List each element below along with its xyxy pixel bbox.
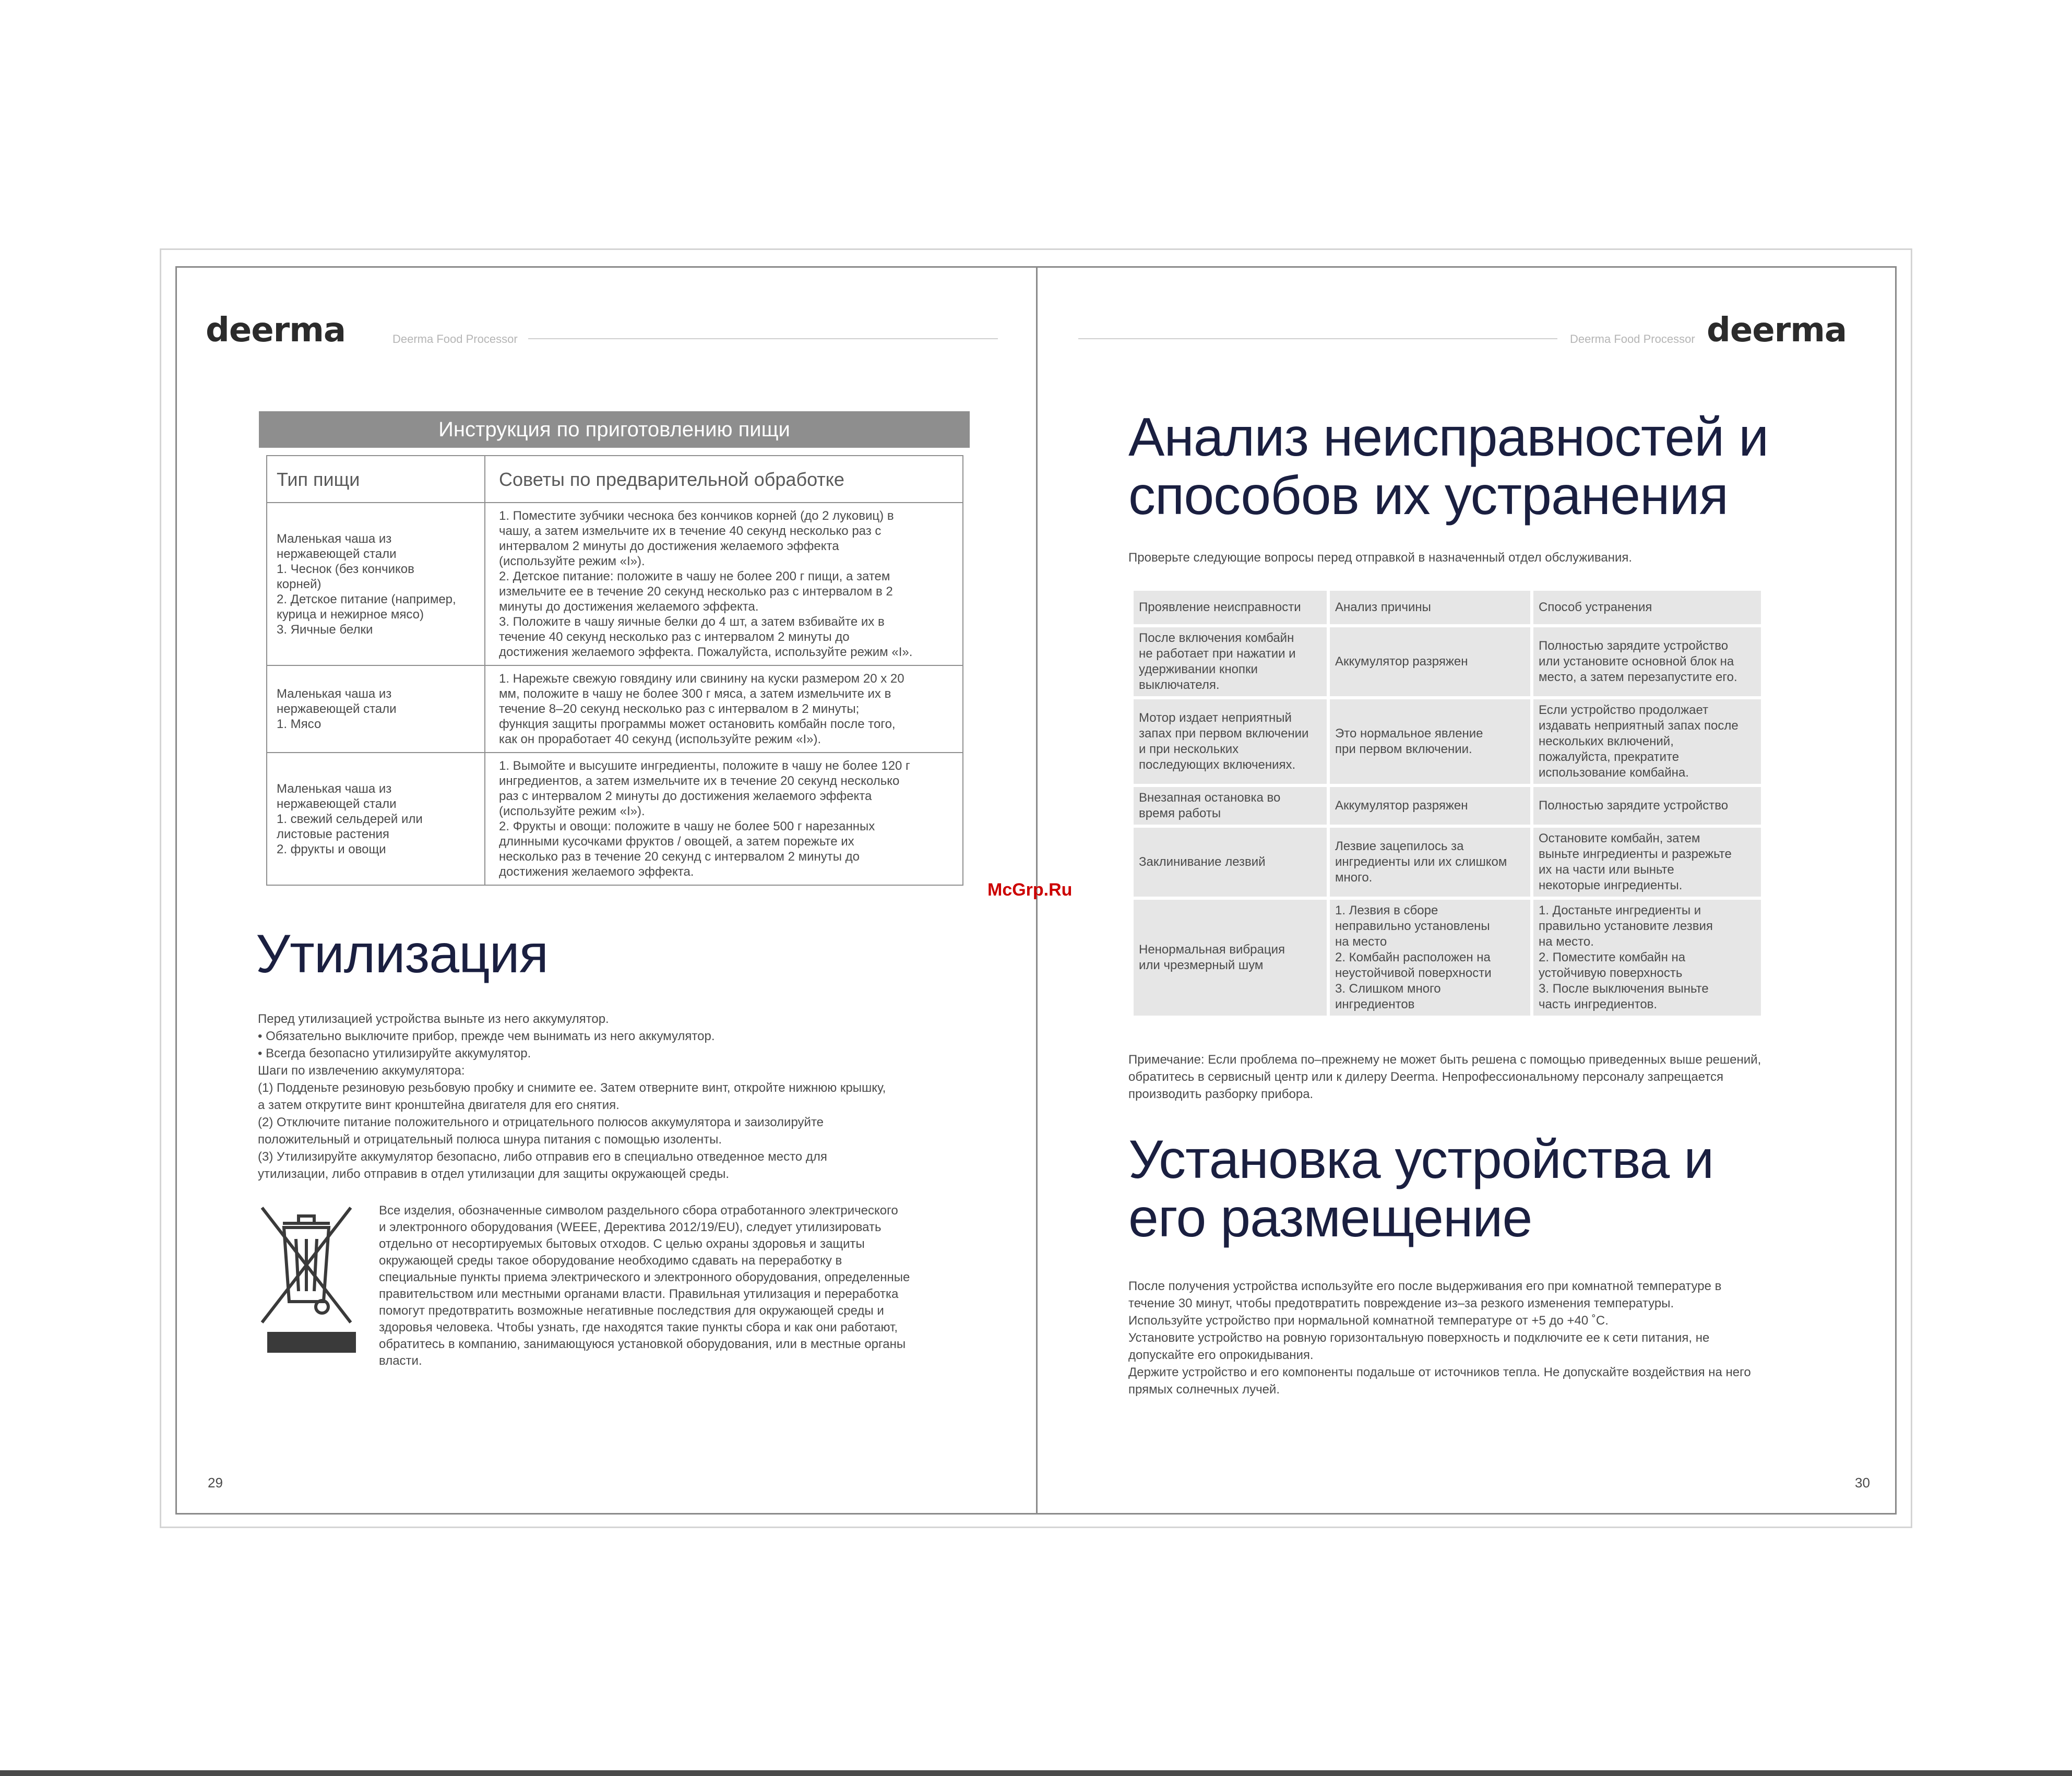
trouble-cause-line: 1. Лезвия в сборе — [1335, 903, 1438, 917]
food-type-cell — [267, 753, 485, 885]
disposal-line: утилизации, либо отправив в отдел утилизации для защиты окружающей среды. — [258, 1167, 730, 1181]
food-tip-line: 2. Фрукты и овощи: положите в чашу не более 500 г нарезанных — [499, 819, 875, 833]
food-tip-cell — [485, 665, 963, 753]
trouble-cause-line: при первом включении. — [1335, 742, 1472, 756]
food-tip-line: 1. Поместите зубчики чеснока без кончиков корней (до 2 луковиц) в — [499, 509, 894, 523]
food-tip-cell — [485, 503, 963, 665]
food-tip-line: достижения желаемого эффекта. Пожалуйста, используйте режим «I». — [499, 645, 913, 659]
weee-line: здоровья человека. Чтобы узнать, где находятся такие пункты сбора и как они работают, — [379, 1320, 898, 1334]
trouble-problem-cell — [1134, 828, 1327, 897]
trouble-solution-line: выньте ингредиенты и разрежьте — [1539, 847, 1732, 861]
food-type-line: 1. Мясо — [277, 717, 321, 731]
food-table-header-tips: Советы по предварительной обработке — [485, 456, 963, 503]
trouble-cause-line: ингредиентов — [1335, 997, 1415, 1011]
food-tip-line: (используйте режим «I»). — [499, 804, 645, 818]
trouble-problem-line: время работы — [1139, 806, 1221, 820]
food-type-line: листовые растения — [277, 827, 389, 841]
installation-title-line: Установка устройства и — [1128, 1129, 1714, 1190]
food-tip-line: минуты до достижения желаемого эффекта. — [499, 600, 759, 614]
food-tip-line: интервалом 2 минуты до достижения желаемого эффекта — [499, 539, 839, 553]
installation-line: Держите устройство и его компоненты подальше от источников тепла. Не допускайте воздействия на него — [1128, 1365, 1751, 1379]
weee-symbol — [257, 1202, 356, 1359]
disposal-line: положительный и отрицательный полюса шнура питания с помощью изоленты. — [258, 1133, 722, 1147]
trouble-problem-line: и при нескольких — [1139, 742, 1239, 756]
trouble-solution-line: 1. Достаньте ингредиенты и — [1539, 903, 1701, 917]
weee-line: помогут предотвратить возможные негативные последствия для окружающей среды и — [379, 1304, 884, 1318]
food-table-row — [267, 665, 963, 753]
food-tip-line: (используйте режим «I»). — [499, 554, 645, 568]
weee-text — [379, 1202, 969, 1369]
trouble-solution-cell — [1533, 900, 1761, 1016]
food-type-line: 1. Чеснок (без кончиков — [277, 562, 414, 576]
trouble-note-line: обратитесь в сервисный центр или к дилеру Deerma. Непрофессиональному персоналу запрещается — [1128, 1070, 1724, 1084]
installation-line: После получения устройства используйте его после выдерживания его при комнатной температуре в — [1128, 1279, 1722, 1293]
trouble-problem-cell — [1134, 900, 1327, 1016]
trouble-title-line: способов их устранения — [1128, 466, 1728, 526]
food-tip-line: измельчите ее в течение 20 секунд несколько раз с интервалом в 2 — [499, 585, 893, 599]
weee-line: окружающей среды такое оборудование необходимо сдавать на переработку в — [379, 1254, 842, 1268]
installation-title-line: его размещение — [1128, 1188, 1532, 1248]
trouble-solution-line: пожалуйста, прекратите — [1539, 750, 1680, 764]
trouble-solution-line: Полностью зарядите устройство — [1539, 639, 1729, 653]
disposal-line: • Обязательно выключите прибор, прежде чем вынимать из него аккумулятор. — [258, 1029, 715, 1043]
trouble-solution-line: издавать неприятный запах после — [1539, 719, 1738, 733]
food-type-line: 3. Яичные белки — [277, 622, 373, 637]
trouble-solution-cell — [1533, 828, 1761, 897]
food-type-line: Маленькая чаша из — [277, 781, 392, 796]
installation-line: течение 30 минут, чтобы предотвратить повреждение из–за резкого изменения температуры. — [1128, 1296, 1674, 1310]
food-type-cell — [267, 665, 485, 753]
disposal-line: (1) Подденьте резиновую резьбовую пробку и снимите ее. Затем отверните винт, откройте нижнюю крышку, — [258, 1081, 886, 1095]
trouble-cause-cell — [1330, 699, 1530, 784]
food-table-title: Инструкция по приготовлению пищи — [259, 411, 970, 448]
trouble-problem-cell — [1134, 787, 1327, 825]
trouble-cause-line: на место — [1335, 935, 1387, 949]
food-tip-cell — [485, 753, 963, 885]
trouble-problem-line: Заклинивание лезвий — [1139, 855, 1266, 869]
weee-line: правительством или местными органами власти. Правильная утилизация и переработка — [379, 1287, 899, 1301]
page-number-left: 29 — [208, 1475, 223, 1491]
trouble-cause-line: неустойчивой поверхности — [1335, 966, 1492, 980]
trouble-cause-line: Аккумулятор разряжен — [1335, 654, 1468, 669]
food-type-line: Маленькая чаша из — [277, 531, 392, 546]
food-tip-line: длинными кусочками фруктов / овощей, а затем порежьте их — [499, 835, 854, 849]
brand-logo-left: deerma — [206, 311, 346, 350]
food-type-line: нержавеющей стали — [277, 796, 397, 811]
header-text-left: Deerma Food Processor — [392, 332, 518, 345]
trouble-problem-line: не работает при нажатии и — [1139, 647, 1296, 661]
trouble-row — [1134, 699, 1761, 784]
trouble-solution-line: их на части или выньте — [1539, 863, 1674, 877]
trouble-cause-line: Лезвие зацепилось за — [1335, 839, 1464, 853]
food-type-line: 2. Детское питание (например, — [277, 592, 456, 606]
food-tip-line: ингредиентов, а затем измельчите их в течение 20 секунд несколько — [499, 774, 900, 788]
food-tip-line: течение 40 секунд несколько раз с интервалом 2 минуты до — [499, 630, 850, 644]
food-tip-line: несколько раз в течение 20 секунд с интервалом 2 минуты до — [499, 850, 860, 864]
header-rule-right — [1078, 338, 1557, 339]
food-table-row — [267, 753, 963, 885]
trouble-header-solution: Способ устранения — [1533, 591, 1761, 624]
trouble-problem-line: запах при первом включении — [1139, 726, 1309, 741]
trouble-cause-line: 2. Комбайн расположен на — [1335, 950, 1491, 964]
trouble-cause-cell — [1330, 627, 1530, 696]
trouble-solution-line: устойчивую поверхность — [1539, 966, 1683, 980]
trouble-problem-line: выключателя. — [1139, 678, 1220, 692]
trouble-cause-line: много. — [1335, 871, 1373, 885]
food-type-cell — [267, 503, 485, 665]
installation-line: Используйте устройство при нормальной комнатной температуре от +5 до +40 ˚С. — [1128, 1314, 1609, 1328]
brand-logo-right: deerma — [1707, 311, 1847, 350]
weee-line: власти. — [379, 1354, 422, 1368]
food-table-header-type: Тип пищи — [267, 456, 485, 503]
food-tip-line: 1. Нарежьте свежую говядину или свинину на куски размером 20 х 20 — [499, 672, 904, 686]
trouble-problem-cell — [1134, 627, 1327, 696]
trouble-solution-line: на место. — [1539, 935, 1594, 949]
food-type-line: нержавеющей стали — [277, 702, 397, 716]
header-rule-left — [528, 338, 998, 339]
disposal-line: (2) Отключите питание положительного и отрицательного полюсов аккумулятора и заизолируйте — [258, 1115, 824, 1129]
disposal-line: а затем открутите винт кронштейна двигателя для его снятия. — [258, 1098, 620, 1112]
disposal-line: Перед утилизацией устройства выньте из него аккумулятор. — [258, 1012, 609, 1026]
food-tip-line: как он проработает 40 секунд (используйте режим «I»). — [499, 732, 821, 746]
food-type-line: корней) — [277, 577, 321, 591]
trouble-problem-line: Мотор издает неприятный — [1139, 711, 1292, 725]
trouble-header-cause: Анализ причины — [1330, 591, 1530, 624]
installation-line: прямых солнечных лучей. — [1128, 1382, 1280, 1397]
trouble-title — [1128, 408, 1768, 525]
disposal-text — [258, 1010, 989, 1183]
trouble-solution-cell — [1533, 627, 1761, 696]
trouble-table — [1130, 588, 1764, 1019]
food-tip-line: раз с интервалом 2 минуты до достижения желаемого эффекта — [499, 789, 872, 803]
food-type-line: Маленькая чаша из — [277, 687, 392, 701]
trouble-row — [1134, 900, 1761, 1016]
trouble-solution-line: нескольких включений, — [1539, 734, 1674, 748]
trouble-cause-cell — [1330, 787, 1530, 825]
trouble-intro: Проверьте следующие вопросы перед отправкой в назначенный отдел обслуживания. — [1128, 551, 1633, 565]
disposal-line: Шаги по извлечению аккумулятора: — [258, 1064, 465, 1078]
trouble-solution-cell — [1533, 699, 1761, 784]
trouble-solution-line: использование комбайна. — [1539, 766, 1689, 780]
trouble-problem-cell — [1134, 699, 1327, 784]
installation-line: Установите устройство на ровную горизонтальную поверхность и подключите ее к сети питания, не — [1128, 1331, 1710, 1345]
food-table — [266, 455, 963, 886]
installation-line: допускайте его опрокидывания. — [1128, 1348, 1314, 1362]
food-tip-line: 3. Положите в чашу яичные белки до 4 шт, а затем взбивайте их в — [499, 615, 885, 629]
weee-line: и электронного оборудования (WEEE, Деректива 2012/19/EU), следует утилизировать — [379, 1220, 882, 1234]
trouble-solution-line: Полностью зарядите устройство — [1539, 798, 1729, 813]
trouble-solution-line: 2. Поместите комбайн на — [1539, 950, 1686, 964]
bottom-bar — [0, 1770, 2072, 1776]
header-text-right: Deerma Food Processor — [1570, 332, 1695, 345]
trouble-problem-line: или чрезмерный шум — [1139, 958, 1264, 972]
food-table-row — [267, 503, 963, 665]
food-tip-line: достижения желаемого эффекта. — [499, 865, 694, 879]
trouble-cause-line: ингредиенты или их слишком — [1335, 855, 1507, 869]
trouble-note — [1128, 1051, 1838, 1103]
food-tip-line: 1. Вымойте и высушите ингредиенты, положите в чашу не более 120 г — [499, 759, 910, 773]
crossed-bin-icon — [257, 1202, 356, 1359]
disposal-line: • Всегда безопасно утилизируйте аккумулятор. — [258, 1046, 531, 1060]
trouble-solution-line: 3. После выключения выньте — [1539, 982, 1709, 996]
trouble-cause-line: 3. Слишком много — [1335, 982, 1441, 996]
trouble-problem-line: Ненормальная вибрация — [1139, 943, 1285, 957]
watermark: McGrp.Ru — [987, 880, 1073, 900]
trouble-problem-line: Внезапная остановка во — [1139, 791, 1281, 805]
page-number-right: 30 — [1855, 1475, 1870, 1491]
installation-text — [1128, 1278, 1859, 1398]
disposal-title: Утилизация — [256, 924, 549, 984]
trouble-row — [1134, 627, 1761, 696]
food-type-line: курица и нежирное мясо) — [277, 607, 424, 622]
trouble-solution-line: Если устройство продолжает — [1539, 703, 1709, 717]
trouble-cause-cell — [1330, 828, 1530, 897]
trouble-solution-line: место, а затем перезапустите его. — [1539, 670, 1737, 684]
weee-line: обратитесь в компанию, занимающуюся установкой оборудования, или в местные органы — [379, 1337, 906, 1351]
trouble-cause-line: Это нормальное явление — [1335, 726, 1483, 741]
weee-line: Все изделия, обозначенные символом раздельного сбора отработанного электрического — [379, 1203, 898, 1218]
food-tip-line: течение 8–20 секунд несколько раз с интервалом в 2 минуты; — [499, 702, 860, 716]
trouble-solution-line: часть ингредиентов. — [1539, 997, 1658, 1011]
trouble-problem-line: После включения комбайн — [1139, 631, 1294, 645]
food-tip-line: 2. Детское питание: положите в чашу не более 200 г пищи, а затем — [499, 569, 890, 583]
trouble-cause-line: Аккумулятор разряжен — [1335, 798, 1468, 813]
trouble-note-line: Примечание: Если проблема по–прежнему не может быть решена с помощью приведенных выше решений, — [1128, 1053, 1761, 1067]
trouble-solution-line: некоторые ингредиенты. — [1539, 878, 1683, 892]
trouble-note-line: производить разборку прибора. — [1128, 1087, 1314, 1101]
food-table-header-row — [267, 456, 963, 503]
food-type-line: 1. свежий сельдерей или — [277, 812, 423, 826]
trouble-cause-line: неправильно установлены — [1335, 919, 1490, 933]
trouble-cause-cell — [1330, 900, 1530, 1016]
weee-line: специальные пункты приема электрического и электронного оборудования, определенные — [379, 1270, 910, 1284]
trouble-problem-line: последующих включениях. — [1139, 758, 1296, 772]
trouble-header-problem: Проявление неисправности — [1134, 591, 1327, 624]
food-tip-line: чашу, а затем измельчите их в течение 40 секунд несколько раз с — [499, 524, 882, 538]
disposal-line: (3) Утилизируйте аккумулятор безопасно, либо отправив его в специально отведенное место для — [258, 1150, 827, 1164]
trouble-solution-cell — [1533, 787, 1761, 825]
trouble-problem-line: удерживании кнопки — [1139, 662, 1258, 676]
trouble-title-line: Анализ неисправностей и — [1128, 407, 1769, 468]
trouble-solution-line: Остановите комбайн, затем — [1539, 831, 1700, 845]
trouble-solution-line: или установите основной блок на — [1539, 654, 1734, 669]
food-tip-line: функция защиты программы может остановить комбайн после того, — [499, 717, 896, 731]
trouble-solution-line: правильно установите лезвия — [1539, 919, 1713, 933]
food-type-line: 2. фрукты и овощи — [277, 842, 386, 856]
trouble-row — [1134, 828, 1761, 897]
trouble-row — [1134, 787, 1761, 825]
food-tip-line: мм, положите в чашу не более 300 г мяса, а затем измельчите их в — [499, 687, 891, 701]
installation-title — [1128, 1130, 1713, 1247]
food-type-line: нержавеющей стали — [277, 546, 397, 561]
trouble-header-row — [1134, 591, 1761, 624]
weee-line: отдельно от несортируемых бытовых отходов. С целью охраны здоровья и защиты — [379, 1237, 865, 1251]
